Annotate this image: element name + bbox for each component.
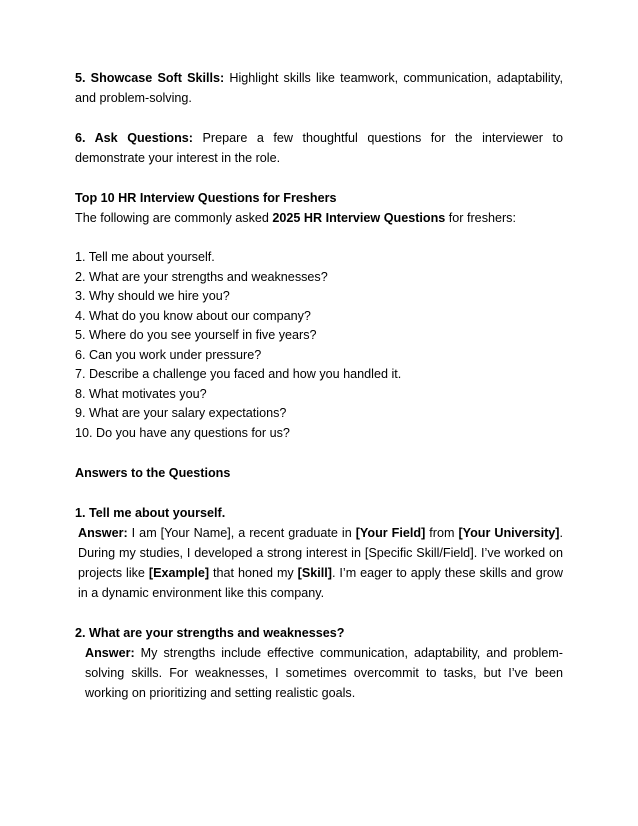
answer-1-placeholder-example: [Example] bbox=[148, 566, 210, 580]
answer-2-text bbox=[75, 643, 563, 703]
answer-2-body: My strengths include effective communication, adaptability, and problem-solving skills. For weaknesses, I sometimes overcommit to tasks, but I’ve been working on prioritizing and setting realistic goals. bbox=[85, 646, 563, 700]
list-item: 7. Describe a challenge you faced and how you handled it. bbox=[75, 367, 402, 381]
answer-1-part: . I’m eager to apply these skills and grow in a dynamic environment like this company. bbox=[78, 566, 564, 600]
answer-1-part: . During my studies, I developed a strong interest in [Specific Skill/Field]. I’ve worked on projects like bbox=[78, 526, 563, 580]
list-item: 8. What motivates you? bbox=[75, 386, 207, 401]
list-item: 5. Where do you see yourself in five years? bbox=[75, 328, 317, 342]
top-questions-intro bbox=[75, 208, 563, 228]
tip-ask-questions-text: Prepare a few thoughtful questions for the interviewer to demonstrate your interest in the role. bbox=[75, 131, 563, 165]
list-item: 1. Tell me about yourself. bbox=[75, 250, 215, 264]
top-questions-intro-before: The following are commonly asked bbox=[75, 211, 273, 225]
answer-1-label: Answer: bbox=[78, 526, 128, 540]
tip-soft-skills bbox=[75, 68, 563, 108]
answer-1-text bbox=[75, 523, 563, 603]
top-questions-intro-after: for freshers: bbox=[445, 211, 516, 225]
question-list bbox=[75, 248, 563, 443]
answer-1-part: I am [Your Name], a recent graduate in bbox=[127, 526, 356, 540]
document-page bbox=[75, 68, 563, 703]
answers-heading: Answers to the Questions bbox=[75, 466, 231, 480]
answer-2-question: 2. What are your strengths and weaknesses? bbox=[75, 626, 345, 640]
answer-1-placeholder-university: [Your University] bbox=[458, 526, 560, 540]
tip-ask-questions-label: 6. Ask Questions: bbox=[75, 131, 193, 145]
top-questions-heading: Top 10 HR Interview Questions for Freshers bbox=[75, 191, 337, 205]
tip-soft-skills-label: 5. Showcase Soft Skills: bbox=[75, 71, 225, 85]
list-item: 10. Do you have any questions for us? bbox=[75, 425, 290, 440]
answer-1-placeholder-skill: [Skill] bbox=[297, 566, 332, 580]
list-item: 2. What are your strengths and weaknesses? bbox=[75, 269, 328, 284]
tip-ask-questions bbox=[75, 128, 563, 168]
list-item: 3. Why should we hire you? bbox=[75, 289, 230, 303]
answer-1-part: from bbox=[425, 526, 459, 540]
list-item: 4. What do you know about our company? bbox=[75, 308, 311, 323]
list-item: 9. What are your salary expectations? bbox=[75, 406, 287, 420]
answer-2-label: Answer: bbox=[85, 646, 135, 660]
answer-1-placeholder-field: [Your Field] bbox=[355, 526, 426, 540]
answer-1-question: 1. Tell me about yourself. bbox=[75, 506, 226, 520]
tip-soft-skills-text: Highlight skills like teamwork, communication, adaptability, and problem-solving. bbox=[75, 71, 563, 105]
list-item: 6. Can you work under pressure? bbox=[75, 347, 262, 362]
top-questions-intro-bold: 2025 HR Interview Questions bbox=[272, 211, 446, 225]
answer-1-part: that honed my bbox=[209, 566, 298, 580]
